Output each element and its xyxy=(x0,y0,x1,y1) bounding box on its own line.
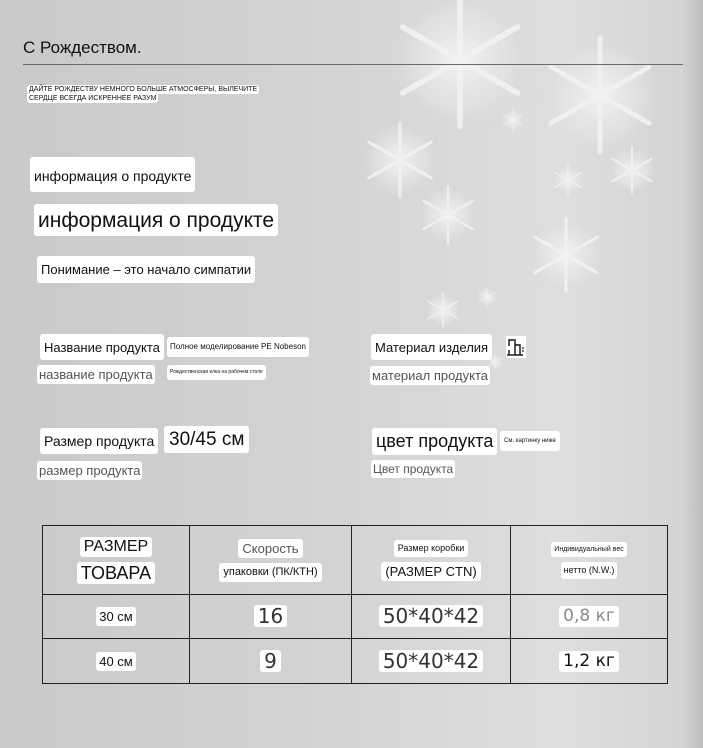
section-heading-large: информация о продукте xyxy=(34,204,278,236)
spec-table xyxy=(42,525,668,684)
table-header-cell xyxy=(352,526,511,595)
snowflake xyxy=(540,35,660,155)
row-pack: 16 xyxy=(254,605,287,627)
header-line-1: Размер коробки xyxy=(394,540,469,557)
product-color-value: См. картинку ниже xyxy=(500,431,560,451)
row-pack: 9 xyxy=(260,650,281,672)
plastic-recycle-icon xyxy=(506,336,526,358)
table-cell xyxy=(352,639,511,684)
table-header-cell xyxy=(190,526,352,595)
snowflake xyxy=(418,185,478,245)
row-size: 40 см xyxy=(96,652,136,671)
section-heading-small: информация о продукте xyxy=(30,157,195,192)
table-cell xyxy=(43,639,190,684)
section-subtitle: Понимание – это начало симпатии xyxy=(37,256,255,283)
snowflake xyxy=(501,108,525,132)
tagline-line-2: СЕРДЦЕ ВСЕГДА ИСКРЕННЕЕ РАЗУМ xyxy=(29,95,157,102)
product-name-label: Название продукта xyxy=(40,334,164,360)
table-header-cell xyxy=(43,526,190,595)
product-name-sublabel: название продукта xyxy=(39,367,153,382)
page-title: С Рождеством. xyxy=(23,38,142,57)
product-color-label: цвет продукта xyxy=(372,428,497,455)
row-weight: 1,2 кг xyxy=(559,651,619,672)
snowflake xyxy=(362,122,438,198)
product-color-sublabel: Цвет продукта xyxy=(373,462,454,476)
material-label: Материал изделия xyxy=(371,334,492,360)
snowflake xyxy=(528,217,604,293)
table-cell xyxy=(190,595,352,639)
tagline-line-1: ДАЙТЕ РОЖДЕСТВУ НЕМНОГО БОЛЬШЕ АТМОСФЕРЫ, ВЫЛЕЧИТЕ xyxy=(29,86,258,93)
snowflake xyxy=(477,287,497,307)
row-box: 50*40*42 xyxy=(379,650,483,672)
snowflake xyxy=(552,164,584,196)
snowflake xyxy=(608,146,656,194)
table-cell xyxy=(190,639,352,684)
table-cell xyxy=(511,595,668,639)
product-size-sublabel: размер продукта xyxy=(39,463,141,478)
product-name-value-sub: Рождественская елка на рабочем столе xyxy=(167,365,266,380)
title-divider xyxy=(23,64,683,65)
material-sublabel: материал продукта xyxy=(372,368,489,383)
table-cell xyxy=(511,639,668,684)
header-line-2: нетто (N.W.) xyxy=(561,562,618,579)
table-row xyxy=(43,639,668,684)
header-line-1: Скорость xyxy=(238,539,302,558)
product-name-value: Полное моделирование PE Nobeson xyxy=(167,337,309,357)
header-line-2: упаковки (ПК/КТН) xyxy=(219,563,321,582)
product-size-value: 30/45 см xyxy=(164,426,249,453)
header-line-2: ТОВАРА xyxy=(77,562,155,584)
row-size: 30 см xyxy=(96,607,136,626)
table-cell xyxy=(43,595,190,639)
header-line-1: Индивидуальный вес xyxy=(551,542,626,557)
row-weight: 0,8 кг xyxy=(559,606,619,627)
header-line-2: (РАЗМЕР CTN) xyxy=(381,562,480,581)
table-header-row xyxy=(43,526,668,595)
row-box: 50*40*42 xyxy=(379,605,483,627)
product-size-label: Размер продукта xyxy=(40,428,158,454)
snowflake xyxy=(425,292,461,328)
header-line-1: РАЗМЕР xyxy=(80,537,152,557)
table-cell xyxy=(352,595,511,639)
table-header-cell xyxy=(511,526,668,595)
table-row xyxy=(43,595,668,639)
